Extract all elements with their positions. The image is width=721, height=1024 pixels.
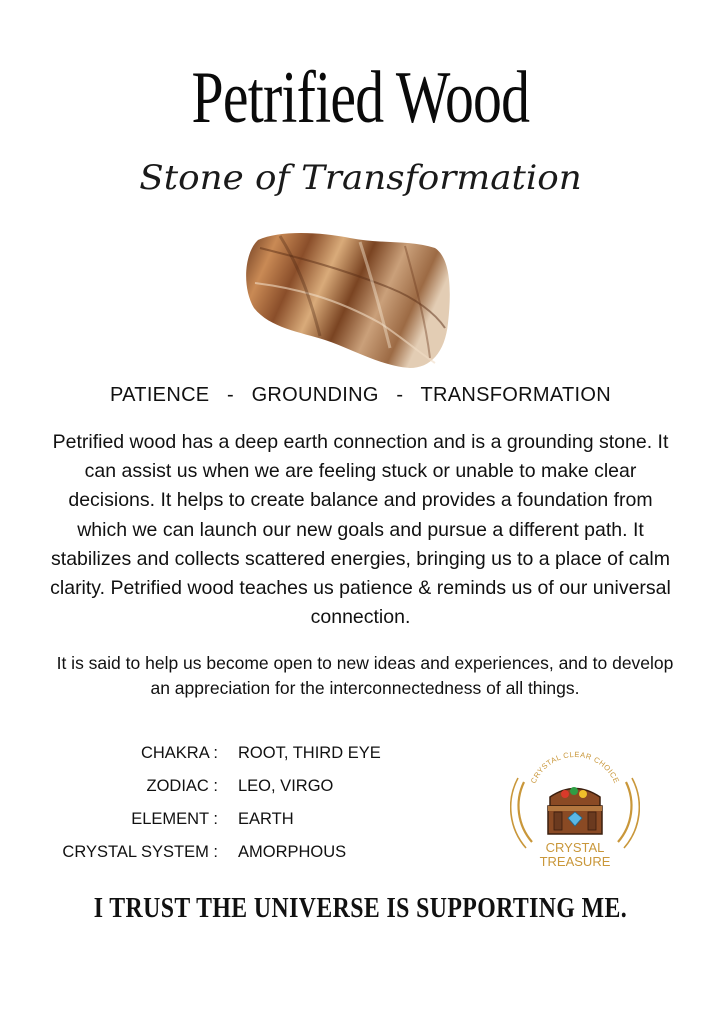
logo-line-1: CRYSTAL (545, 840, 605, 855)
property-value: AMORPHOUS (238, 843, 347, 861)
property-value: LEO, VIRGO (238, 777, 334, 795)
property-row (40, 744, 440, 777)
keyword: TRANSFORMATION (420, 384, 611, 406)
property-row (40, 810, 440, 843)
property-label: ELEMENT : (131, 810, 218, 828)
keyword-separator: - (396, 384, 404, 406)
keyword: GROUNDING (251, 384, 379, 406)
property-row (40, 843, 440, 876)
keyword: PATIENCE (110, 384, 210, 406)
subtitle: Stone of Transformation (139, 158, 582, 198)
property-label: ZODIAC : (146, 777, 218, 795)
logo-line-2: TREASURE (539, 854, 611, 869)
crystal-treasure-logo (510, 742, 640, 872)
properties-list (40, 744, 440, 876)
description-paragraph: Petrified wood has a deep earth connection and is a grounding stone. It can assist us when we are feeling stuck or unable to make clear decisions. It helps to create balance and provides a foundation from which we can launch our new goals and pursue a different path. It stabilizes and collects scattered energies, bringing us to a place of calm clarity. Petrified wood teaches us patience & reminds us of our universal connection. (50, 431, 671, 629)
keyword-separator: - (227, 384, 234, 406)
page-title: Petrified Wood (191, 57, 530, 139)
logo-arc-text: CRYSTAL CLEAR CHOICE (528, 749, 622, 785)
property-row (40, 777, 440, 810)
property-label: CRYSTAL SYSTEM : (62, 843, 218, 861)
property-label: CHAKRA : (140, 744, 218, 762)
petrified-wood-stone-image (240, 228, 455, 373)
logo-arc-left (519, 782, 532, 842)
keywords-line (0, 384, 721, 407)
logo-arc-right (618, 782, 631, 842)
property-value: EARTH (238, 810, 294, 828)
svg-text:CRYSTAL CLEAR CHOICE (529, 750, 622, 785)
treasure-chest-icon (548, 787, 602, 834)
property-value: ROOT, THIRD EYE (238, 744, 381, 762)
affirmation: I TRUST THE UNIVERSE IS SUPPORTING ME. (93, 892, 628, 924)
note-paragraph: It is said to help us become open to new ideas and experiences, and to develop an appreciation for the interconnectedness of all things. (56, 653, 674, 698)
